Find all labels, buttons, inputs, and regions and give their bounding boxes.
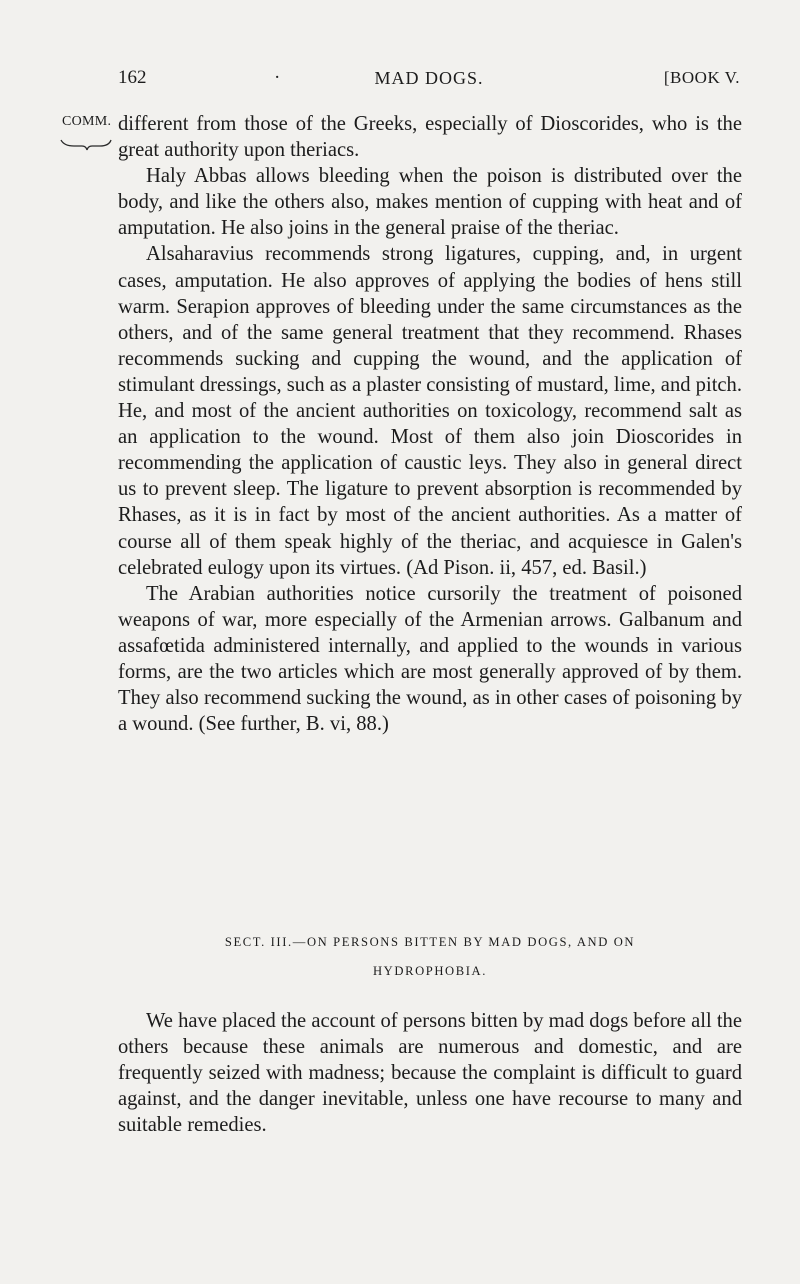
margin-brace-icon [60,138,112,152]
paragraph-continuation: different from those of the Greeks, especially of Dioscorides, who is the great authority upon theriacs. [118,113,742,162]
body-text [118,111,742,737]
running-header [118,64,740,92]
section-heading-line-1: SECT. III.—ON PERSONS BITTEN BY MAD DOGS, AND ON [224,935,636,949]
section-heading-line-2: HYDROPHOBIA. [372,964,487,978]
paragraph-mad-dogs: We have placed the account of persons bitten by mad dogs before all the others because these animals are numerous and domestic, and are frequently seized with madness; because the complaint is difficult to guard against, and the danger inevitable, unless one have recourse to many and suitable remedies. [118,1010,742,1137]
header-dot: · [274,67,281,88]
paragraph-alsaharavius: Alsaharavius recommends strong ligatures, cupping, and, in urgent cases, amputation. He also approves of applying the bodies of hens still warm. Serapion approves of bleeding under the same circumstances as the others, and of the same general treatment that they recommend. Rhases recommends sucking and cupping the wound, and the application of stimulant dressings, such as a plaster consisting of mustard, lime, and pitch. He, and most of the ancient authorities on toxicology, recommend salt as an application to the wound. Most of them also join Dioscorides in recommending the application of caustic leys. They also in general direct us to prevent sleep. The ligature to prevent absorption is recommended by Rhases, as it is in fact by most of the ancient authorities. As a matter of course all of them speak highly of the theriac, and acquiesce in Galen's celebrated eulogy upon its virtues. (Ad Pison. ii, 457, ed. Basil.) [118,243,743,579]
page-number: 162 [118,67,147,88]
section-body [118,1008,742,1138]
margin-note-commentary: COMM. [62,114,112,129]
paragraph-arabian-authorities: The Arabian authorities notice cursorily the treatment of poisoned weapons of war, more especially of the Armenian arrows. Galbanum and assafœtida administered internally, and applied to the wounds in various forms, are the two articles which are most generally approved of by them. They also recommend sucking the wound, as in other cases of poisoning by a wound. (See further, B. vi, 88.) [118,582,742,736]
paragraph-haly-abbas: Haly Abbas allows bleeding when the poison is distributed over the body, and like the others also, makes mention of cupping with heat and of amputation. He also joins in the general praise of the theriac. [118,165,742,240]
running-title: MAD DOGS. [374,68,484,88]
book-reference: [BOOK V. [663,68,740,87]
section-heading [118,928,742,986]
